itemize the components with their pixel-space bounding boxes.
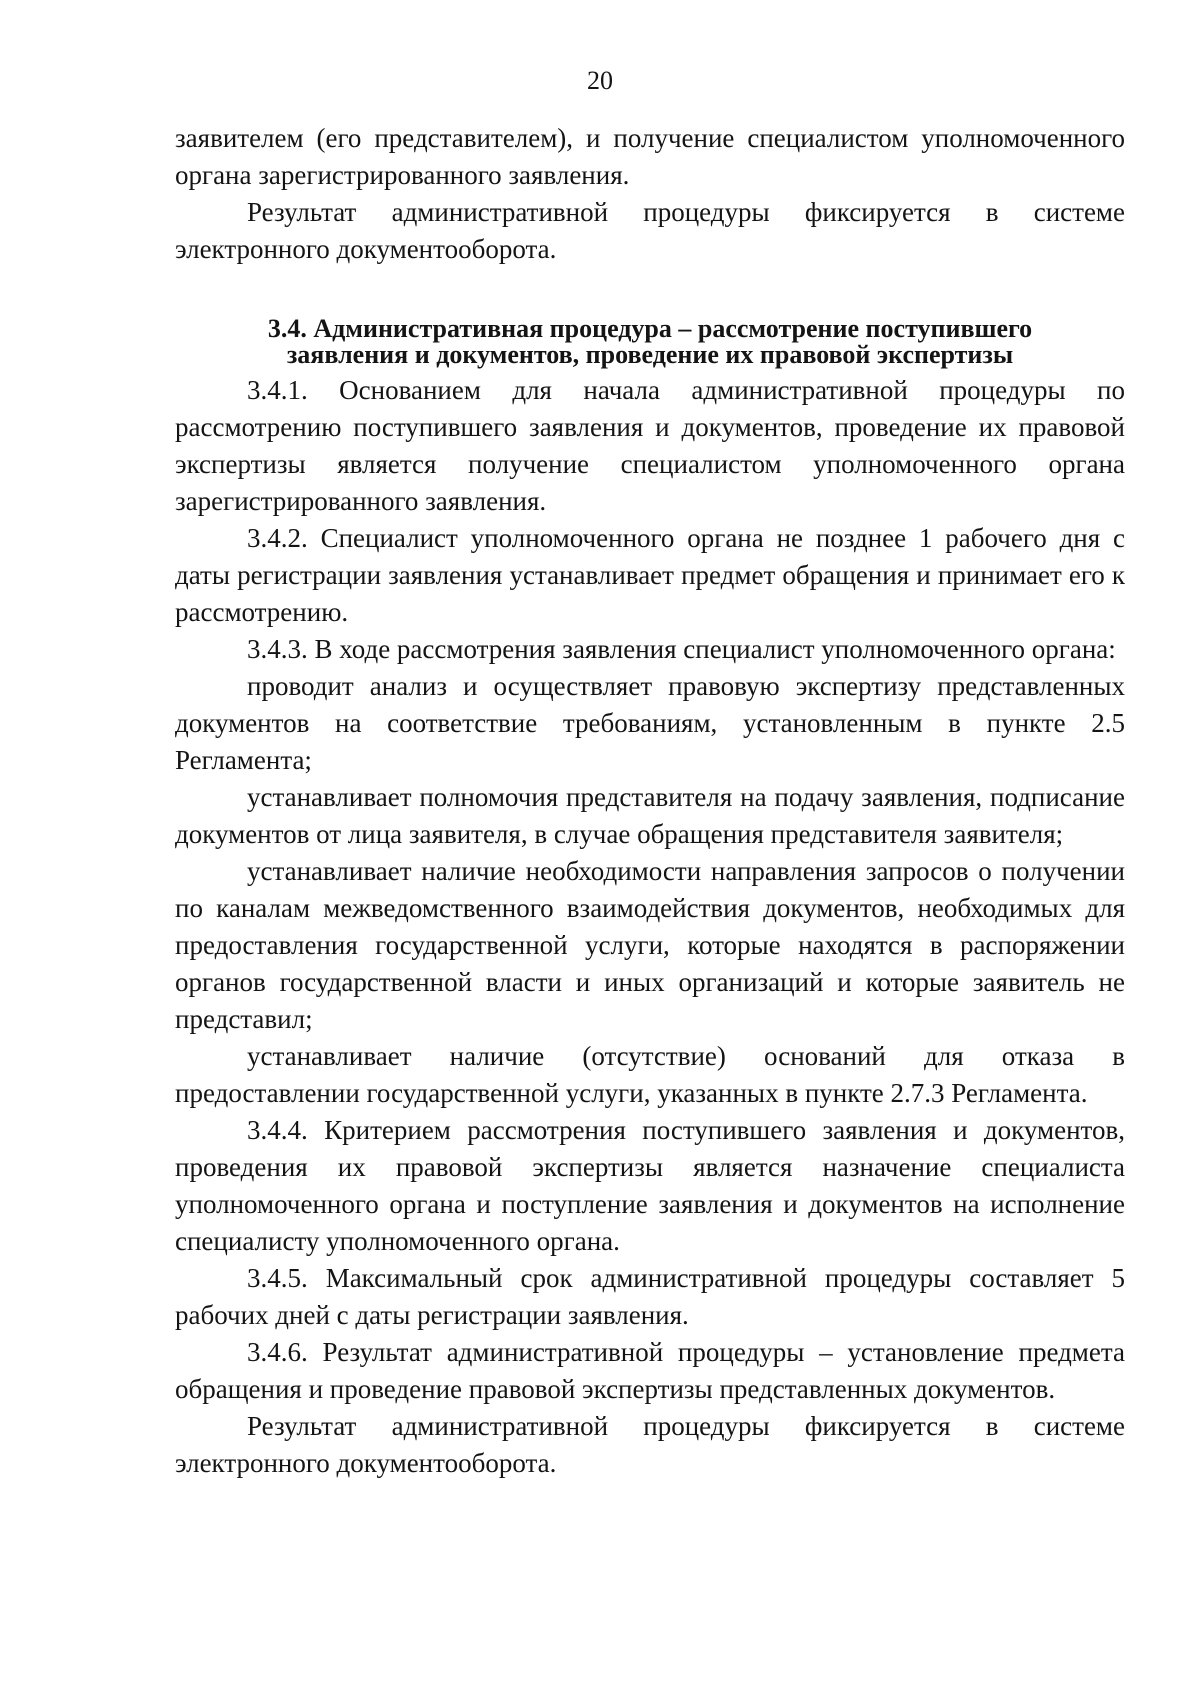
section-heading <box>175 316 1125 368</box>
list-item-analysis: проводит анализ и осуществляет правовую экспертизу представленных документов на соответствие требованиям, установленным в пункте 2.5 Регламента; <box>175 671 1125 775</box>
paragraph-3-4-2: 3.4.2. Специалист уполномоченного органа не позднее 1 рабочего дня с даты регистрации заявления устанавливает предмет обращения и принимает его к рассмотрению. <box>175 523 1125 627</box>
list-item-authority: устанавливает полномочия представителя на подачу заявления, подписание документов от лица заявителя, в случае обращения представителя заявителя; <box>175 782 1125 849</box>
paragraph-3-4-3: 3.4.3. В ходе рассмотрения заявления специалист уполномоченного органа: <box>247 634 1116 664</box>
document-body <box>175 120 1125 1482</box>
page-number: 20 <box>587 66 613 95</box>
section-heading-line-1: 3.4. Административная процедура – рассмотрение поступившего <box>267 314 1033 343</box>
paragraph-continuation: заявителем (его представителем), и получение специалистом уполномоченного органа зарегистрированного заявления. <box>175 123 1125 190</box>
section-heading-line-2: заявления и документов, проведение их правовой экспертизы <box>286 340 1014 369</box>
list-item-refusal-grounds: устанавливает наличие (отсутствие) оснований для отказа в предоставлении государственной услуги, указанных в пункте 2.7.3 Регламента. <box>175 1041 1125 1108</box>
paragraph-3-4-4: 3.4.4. Критерием рассмотрения поступившего заявления и документов, проведения их правовой экспертизы является назначение специалиста уполномоченного органа и поступление заявления и документов на исполнение специалисту уполномоченного органа. <box>175 1115 1125 1256</box>
list-item-requests: устанавливает наличие необходимости направления запросов о получении по каналам межведомственного взаимодействия документов, необходимых для предоставления государственной услуги, которые находятся в распоряжении органов государственной власти и иных организаций и которые заявитель не представил; <box>175 856 1125 1034</box>
paragraph-3-4-1: 3.4.1. Основанием для начала административной процедуры по рассмотрению поступившего заявления и документов, проведение их правовой экспертизы является получение специалистом уполномоченного органа зарегистрированного заявления. <box>175 375 1125 516</box>
paragraph-final-result: Результат административной процедуры фиксируется в системе электронного документооборота. <box>175 1411 1125 1478</box>
paragraph-3-4-5: 3.4.5. Максимальный срок административной процедуры составляет 5 рабочих дней с даты регистрации заявления. <box>175 1263 1125 1330</box>
paragraph-3-4-6: 3.4.6. Результат административной процедуры – установление предмета обращения и проведение правовой экспертизы представленных документов. <box>175 1337 1125 1404</box>
paragraph-result: Результат административной процедуры фиксируется в системе электронного документооборота. <box>175 197 1125 264</box>
